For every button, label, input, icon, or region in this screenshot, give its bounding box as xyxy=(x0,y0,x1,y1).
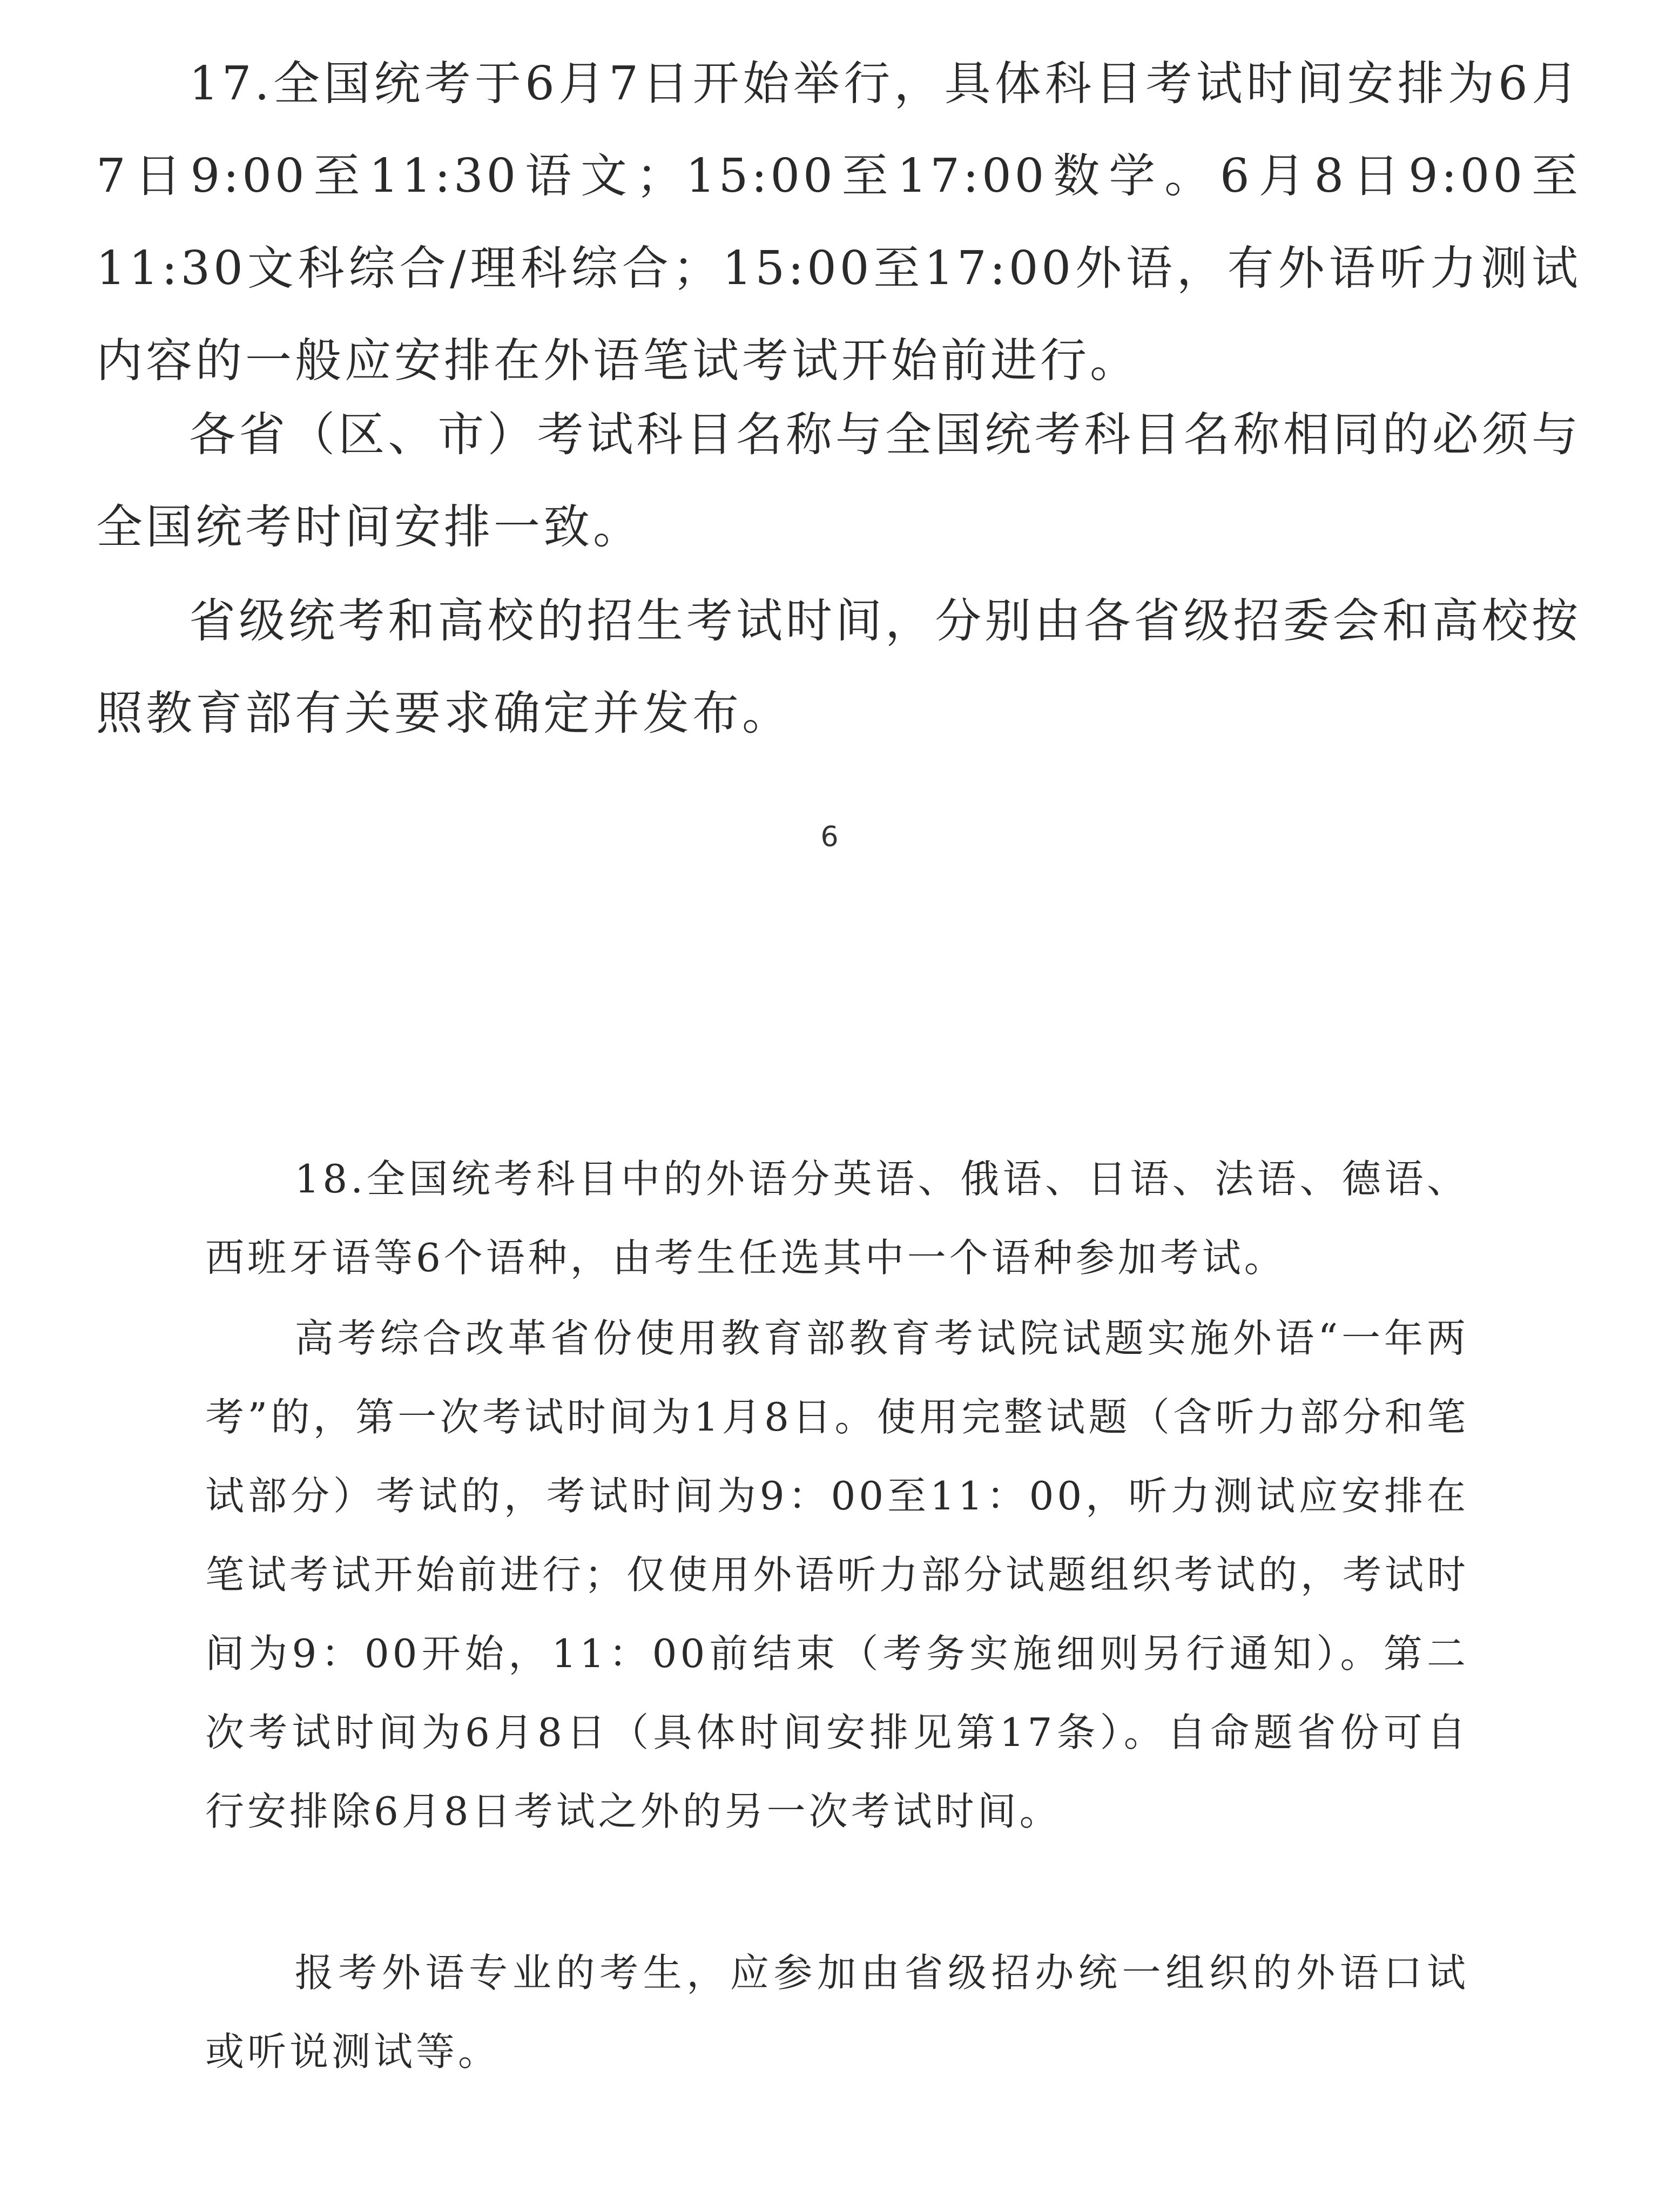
page-number: 6 xyxy=(820,821,839,853)
paragraph-17-exam-schedule: 17.全国统考于6月7日开始举行，具体科目考试时间安排为6月7日9:00至11:30语文；15:00至17:00数学。6月8日9:00至11:30文科综合/理科综合；15:00至17:00外语，有外语听力测试内容的一般应安排在外语笔试考试开始前进行。 xyxy=(96,57,1581,388)
paragraph-two-exams-per-year: 高考综合改革省份使用教育部教育考试院试题实施外语“一年两考”的，第一次考试时间为1月8日。使用完整试题（含听力部分和笔试部分）考试的，考试时间为9：00至11：00，听力测试应安排在笔试考试开始前进行；仅使用外语听力部分试题组织考试的，考试时间为9：00开始，11：00前结束（考务实施细则另行通知）。第二次考试时间为6月8日（具体时间安排见第17条）。自命题省份可自行安排除6月8日考试之外的另一次考试时间。 xyxy=(205,1316,1469,1834)
paragraph-18-foreign-languages: 18.全国统考科目中的外语分英语、俄语、日语、法语、德语、西班牙语等6个语种，由考生任选其中一个语种参加考试。 xyxy=(205,1156,1469,1280)
paragraph-oral-test: 报考外语专业的考生，应参加由省级招办统一组织的外语口试或听说测试等。 xyxy=(205,1950,1469,2074)
paragraph-provincial-exam-time: 省级统考和高校的招生考试时间，分别由各省级招委会和高校按照教育部有关要求确定并发布。 xyxy=(96,594,1581,740)
paragraph-province-schedule-consistency: 各省（区、市）考试科目名称与全国统考科目名称相同的必须与全国统考时间安排一致。 xyxy=(96,408,1581,554)
